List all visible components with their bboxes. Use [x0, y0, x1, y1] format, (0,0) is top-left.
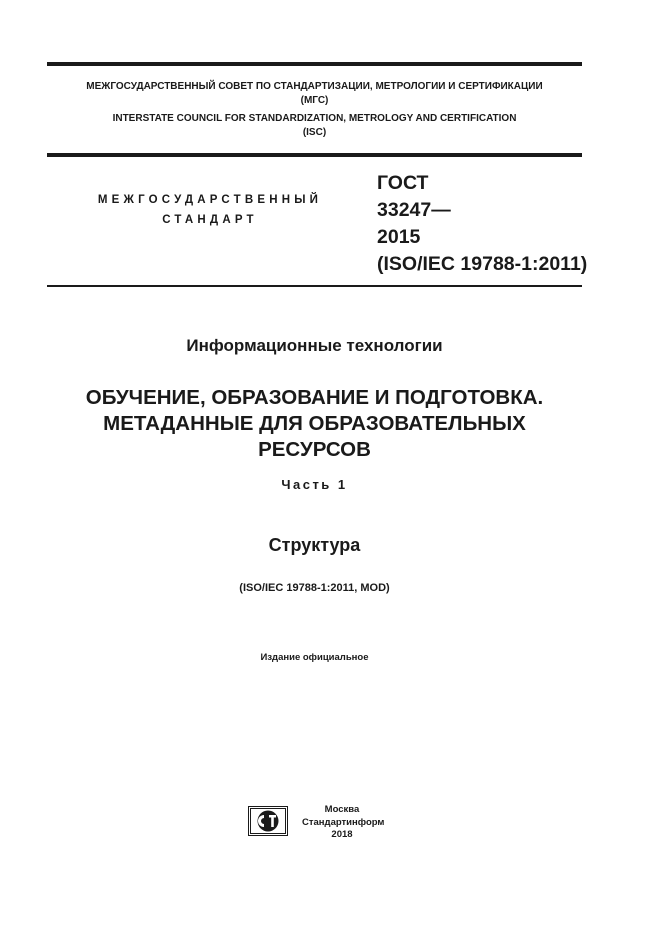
iso-reference: (ISO/IEC 19788-1:2011, MOD)	[239, 582, 390, 594]
standard-type	[60, 190, 360, 230]
title-line1: ОБУЧЕНИЕ, ОБРАЗОВАНИЕ И ПОДГОТОВКА.	[85, 386, 544, 409]
document-title	[47, 385, 582, 463]
council-ru	[47, 80, 582, 108]
edition-note: Издание официальное	[260, 652, 369, 663]
council-ru-abbr: (МГС)	[300, 95, 329, 106]
part-number: Часть 1	[281, 477, 348, 492]
designation-number: 33247—	[377, 199, 451, 221]
publisher-block	[302, 804, 385, 842]
document-subtitle: Структура	[268, 535, 361, 555]
council-en	[47, 112, 582, 140]
document-topic: Информационные технологии	[186, 336, 443, 355]
designation-iso: (ISO/IEC 19788-1:2011)	[377, 253, 588, 275]
designation-gost: ГОСТ	[377, 172, 429, 194]
title-line2: МЕТАДАННЫЕ ДЛЯ ОБРАЗОВАТЕЛЬНЫХ	[103, 412, 526, 435]
publisher-city: Москва	[324, 804, 360, 815]
header-bottom-rule	[47, 285, 582, 287]
council-en-abbr: (ISC)	[302, 127, 327, 138]
standard-designation	[377, 170, 587, 278]
top-rule	[47, 62, 582, 66]
standartinform-logo-icon	[248, 806, 288, 836]
council-ru-name: МЕЖГОСУДАРСТВЕННЫЙ СОВЕТ ПО СТАНДАРТИЗАЦИИ, МЕТРОЛОГИИ И СЕРТИФИКАЦИИ	[86, 81, 543, 92]
publisher-name: Стандартинформ	[302, 816, 385, 828]
standard-type-line2: СТАНДАРТ	[162, 214, 258, 226]
publisher-year: 2018	[331, 829, 353, 840]
standard-type-line1: МЕЖГОСУДАРСТВЕННЫЙ	[97, 194, 323, 206]
council-en-name: INTERSTATE COUNCIL FOR STANDARDIZATION, METROLOGY AND CERTIFICATION	[112, 113, 517, 124]
title-line3: РЕСУРСОВ	[258, 438, 371, 461]
designation-year: 2015	[377, 226, 421, 248]
middle-rule	[47, 153, 582, 157]
